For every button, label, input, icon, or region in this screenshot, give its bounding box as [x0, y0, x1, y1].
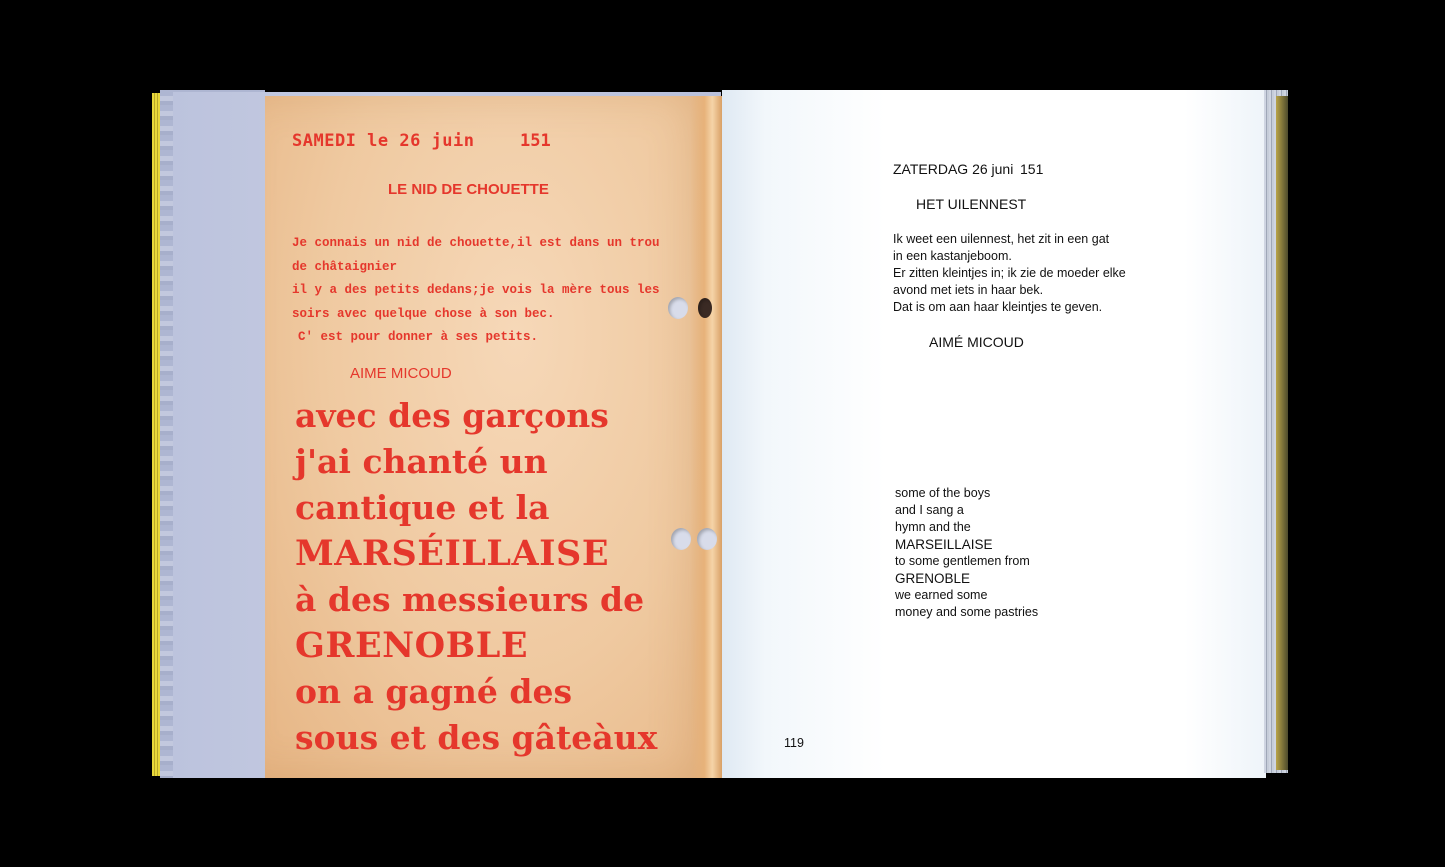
english-translation — [895, 485, 1038, 621]
poem-line: il y a des petits dedans;je vois la mère tous les — [292, 283, 660, 297]
poem-line: Er zitten kleintjes in; ik zie de moeder elke — [893, 266, 1126, 280]
large-text-line: j'ai chanté un — [295, 442, 548, 481]
dutch-author: AIMÉ MICOUD — [929, 334, 1024, 350]
french-header-number: 151 — [520, 131, 551, 151]
poem-line: de châtaignier — [292, 259, 398, 274]
poem-line: avond met iets in haar bek. — [893, 283, 1044, 297]
punch-hole — [698, 298, 712, 318]
translation-line: and I sang a — [895, 503, 964, 517]
large-text-line: cantique et la — [295, 488, 550, 527]
large-text-line: à des messieurs de — [295, 580, 645, 619]
poem-line: C' est pour donner à ses petits. — [298, 330, 539, 344]
poem-line: soirs avec quelque chose à son bec. — [292, 306, 555, 321]
french-header-day: SAMEDI le 26 juin — [292, 131, 475, 151]
dutch-header-number: 151 — [1020, 161, 1044, 177]
poem-line: Dat is om aan haar kleintjes te geven. — [893, 300, 1103, 314]
large-text-line: sous et des gâteàux — [295, 718, 658, 757]
translation-line: hymn and the — [895, 520, 971, 534]
large-text-line: MARSÉILLAISE — [295, 533, 610, 574]
page-number: 119 — [784, 736, 804, 750]
right-cover-edge — [1276, 96, 1288, 770]
dutch-poem-title: HET UILENNEST — [916, 196, 1027, 212]
dutch-poem — [893, 231, 1126, 316]
book-gutter — [690, 96, 722, 778]
right-page — [722, 90, 1266, 778]
french-poem-title: LE NID DE CHOUETTE — [388, 181, 549, 198]
translation-line: money and some pastries — [895, 605, 1039, 619]
french-large-text — [295, 393, 685, 761]
translation-line: to some gentlemen from — [895, 554, 1030, 568]
large-text-line: on a gagné des — [295, 672, 573, 711]
dutch-header-day: ZATERDAG 26 juni — [893, 161, 1014, 177]
large-text-line: GRENOBLE — [295, 625, 529, 666]
poem-line: Ik weet een uilennest, het zit in een gat — [893, 232, 1110, 246]
translation-line: we earned some — [895, 588, 988, 602]
translation-line: GRENOBLE — [895, 571, 971, 586]
poem-line: Je connais un nid de chouette,il est dans un trou — [292, 236, 660, 250]
punch-hole — [697, 528, 717, 550]
translation-line: some of the boys — [895, 486, 991, 500]
french-author: AIME MICOUD — [350, 365, 452, 382]
french-poem — [292, 232, 660, 350]
large-text-line: avec des garçons — [295, 396, 609, 435]
translation-line: MARSEILLAISE — [895, 537, 993, 552]
punch-hole — [668, 297, 688, 319]
poem-line: in een kastanjeboom. — [893, 249, 1012, 263]
